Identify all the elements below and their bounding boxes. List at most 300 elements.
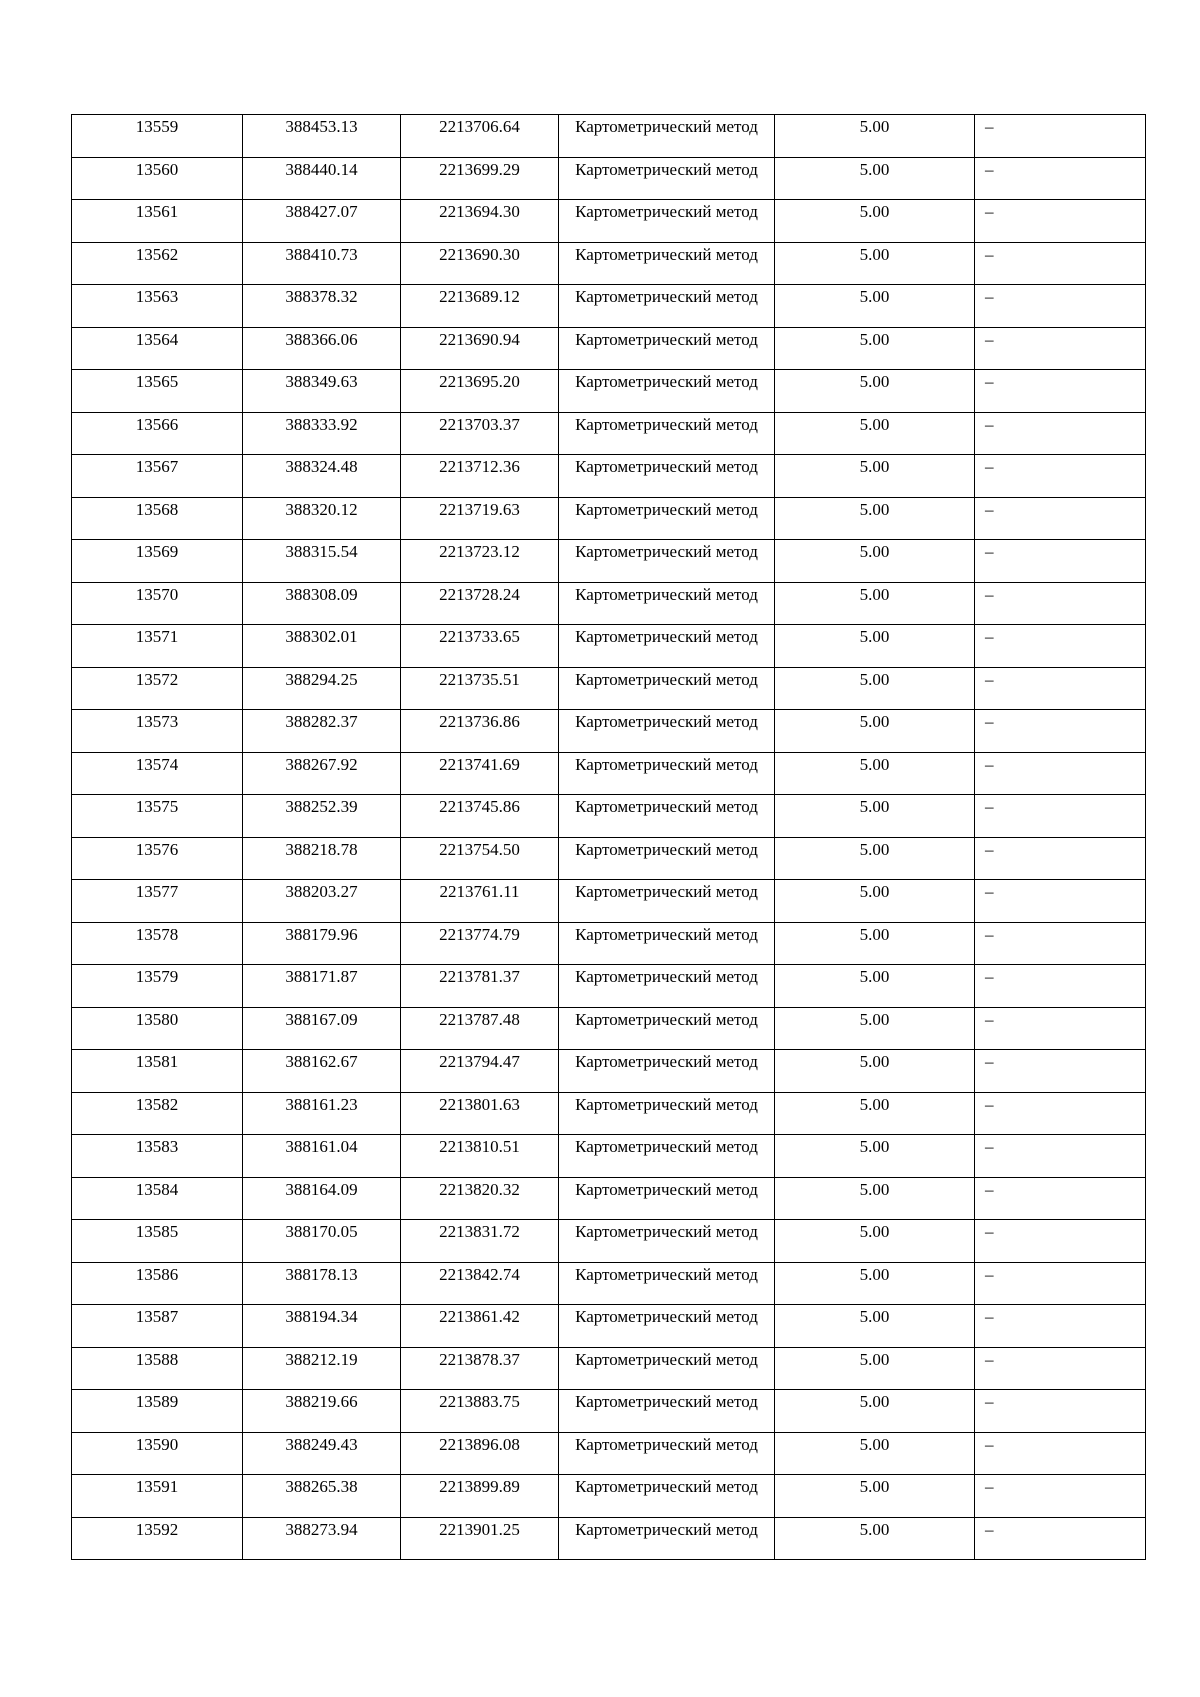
note-cell-text: – (985, 1094, 994, 1114)
y-coordinate-cell (401, 880, 559, 923)
point-number-cell-text: 13587 (135, 1307, 179, 1326)
note-cell (975, 880, 1146, 923)
note-cell-text: – (985, 882, 994, 901)
x-coordinate-cell (243, 625, 401, 668)
x-coordinate-cell-text: 388320.12 (285, 499, 358, 519)
y-coordinate-cell (401, 1390, 559, 1433)
table-row (72, 710, 1146, 753)
y-coordinate-cell-text: 2213741.69 (439, 754, 520, 774)
accuracy-cell-text: 5.00 (859, 329, 890, 349)
method-cell (559, 455, 775, 498)
y-coordinate-cell-text: 2213736.86 (439, 712, 520, 731)
method-cell-text: Картометрический метод (575, 414, 758, 434)
x-coordinate-cell-text: 388366.06 (285, 329, 358, 349)
y-coordinate-cell (401, 1432, 559, 1475)
note-cell (975, 1262, 1146, 1305)
y-coordinate-cell-text: 2213694.30 (439, 202, 520, 221)
method-cell (559, 1262, 775, 1305)
point-number-cell-text: 13580 (135, 1009, 179, 1029)
y-coordinate-cell-text: 2213719.63 (439, 499, 520, 519)
table-row (72, 880, 1146, 923)
note-cell-text: – (985, 329, 994, 349)
y-coordinate-cell-text: 2213706.64 (439, 117, 520, 136)
method-cell-text: Картометрический метод (575, 202, 758, 221)
note-cell-text: – (985, 754, 994, 774)
table-row (72, 455, 1146, 498)
accuracy-cell-text: 5.00 (859, 924, 890, 944)
note-cell-text: – (985, 372, 994, 391)
x-coordinate-cell (243, 1050, 401, 1093)
point-number-cell (72, 625, 243, 668)
accuracy-cell (775, 582, 975, 625)
accuracy-cell-text: 5.00 (859, 1307, 890, 1326)
accuracy-cell-text: 5.00 (859, 1392, 890, 1411)
method-cell (559, 157, 775, 200)
note-cell-text: – (985, 1349, 994, 1369)
note-cell-text: – (985, 627, 994, 646)
method-cell (559, 1135, 775, 1178)
y-coordinate-cell-text: 2213901.25 (439, 1519, 520, 1539)
accuracy-cell-text: 5.00 (859, 159, 890, 179)
accuracy-cell (775, 752, 975, 795)
method-cell-text: Картометрический метод (575, 117, 758, 136)
method-cell (559, 200, 775, 243)
method-cell (559, 582, 775, 625)
x-coordinate-cell (243, 327, 401, 370)
point-number-cell (72, 710, 243, 753)
table-row (72, 370, 1146, 413)
method-cell-text: Картометрический метод (575, 754, 758, 774)
y-coordinate-cell (401, 1305, 559, 1348)
note-cell (975, 200, 1146, 243)
x-coordinate-cell-text: 388171.87 (285, 967, 358, 986)
table-row (72, 1177, 1146, 1220)
y-coordinate-cell-text: 2213690.30 (439, 244, 520, 264)
point-number-cell-text: 13559 (135, 117, 179, 136)
y-coordinate-cell (401, 795, 559, 838)
y-coordinate-cell-text: 2213831.72 (439, 1222, 520, 1241)
x-coordinate-cell (243, 1390, 401, 1433)
accuracy-cell (775, 667, 975, 710)
x-coordinate-cell (243, 540, 401, 583)
x-coordinate-cell-text: 388170.05 (285, 1222, 358, 1241)
accuracy-cell-text: 5.00 (859, 882, 890, 901)
y-coordinate-cell-text: 2213754.50 (439, 839, 520, 859)
x-coordinate-cell (243, 965, 401, 1008)
accuracy-cell (775, 710, 975, 753)
point-number-cell (72, 157, 243, 200)
y-coordinate-cell (401, 115, 559, 158)
point-number-cell-text: 13586 (135, 1264, 179, 1284)
method-cell (559, 115, 775, 158)
accuracy-cell-text: 5.00 (859, 1519, 890, 1539)
y-coordinate-cell (401, 497, 559, 540)
x-coordinate-cell (243, 455, 401, 498)
coordinates-table-body (72, 115, 1146, 1560)
table-row (72, 285, 1146, 328)
point-number-cell-text: 13573 (135, 712, 179, 731)
point-number-cell (72, 242, 243, 285)
y-coordinate-cell-text: 2213810.51 (439, 1137, 520, 1156)
x-coordinate-cell (243, 1475, 401, 1518)
x-coordinate-cell-text: 388440.14 (285, 159, 358, 179)
x-coordinate-cell-text: 388194.34 (285, 1307, 358, 1326)
accuracy-cell-text: 5.00 (859, 584, 890, 604)
table-row (72, 1220, 1146, 1263)
point-number-cell-text: 13569 (135, 542, 179, 561)
point-number-cell (72, 497, 243, 540)
table-row (72, 922, 1146, 965)
point-number-cell (72, 582, 243, 625)
y-coordinate-cell (401, 157, 559, 200)
point-number-cell-text: 13576 (135, 839, 179, 859)
point-number-cell-text: 13579 (135, 967, 179, 986)
accuracy-cell-text: 5.00 (859, 1222, 890, 1241)
method-cell-text: Картометрический метод (575, 839, 758, 859)
method-cell-text: Картометрический метод (575, 1264, 758, 1284)
x-coordinate-cell (243, 1517, 401, 1560)
point-number-cell-text: 13562 (135, 244, 179, 264)
table-row (72, 1305, 1146, 1348)
table-row (72, 1517, 1146, 1560)
accuracy-cell-text: 5.00 (859, 797, 890, 816)
y-coordinate-cell-text: 2213878.37 (439, 1349, 520, 1369)
note-cell-text: – (985, 1052, 994, 1071)
accuracy-cell-text: 5.00 (859, 457, 890, 476)
accuracy-cell-text: 5.00 (859, 627, 890, 646)
note-cell-text: – (985, 542, 994, 561)
accuracy-cell (775, 1517, 975, 1560)
method-cell-text: Картометрический метод (575, 797, 758, 816)
method-cell-text: Картометрический метод (575, 1052, 758, 1071)
table-row (72, 1390, 1146, 1433)
point-number-cell-text: 13588 (135, 1349, 179, 1369)
method-cell-text: Картометрический метод (575, 669, 758, 689)
note-cell-text: – (985, 499, 994, 519)
accuracy-cell-text: 5.00 (859, 202, 890, 221)
note-cell (975, 370, 1146, 413)
method-cell (559, 667, 775, 710)
accuracy-cell-text: 5.00 (859, 117, 890, 136)
accuracy-cell (775, 922, 975, 965)
accuracy-cell (775, 115, 975, 158)
point-number-cell (72, 667, 243, 710)
point-number-cell-text: 13574 (135, 754, 179, 774)
y-coordinate-cell (401, 837, 559, 880)
method-cell-text: Картометрический метод (575, 329, 758, 349)
point-number-cell (72, 1220, 243, 1263)
point-number-cell-text: 13567 (135, 457, 179, 476)
method-cell (559, 1220, 775, 1263)
y-coordinate-cell (401, 1135, 559, 1178)
point-number-cell (72, 1050, 243, 1093)
x-coordinate-cell (243, 285, 401, 328)
note-cell (975, 1305, 1146, 1348)
x-coordinate-cell (243, 795, 401, 838)
point-number-cell-text: 13585 (135, 1222, 179, 1241)
accuracy-cell-text: 5.00 (859, 669, 890, 689)
x-coordinate-cell-text: 388324.48 (285, 457, 358, 476)
note-cell (975, 455, 1146, 498)
note-cell (975, 412, 1146, 455)
accuracy-cell-text: 5.00 (859, 1349, 890, 1369)
point-number-cell (72, 1262, 243, 1305)
x-coordinate-cell-text: 388178.13 (285, 1264, 358, 1284)
accuracy-cell-text: 5.00 (859, 1052, 890, 1071)
y-coordinate-cell-text: 2213781.37 (439, 967, 520, 986)
point-number-cell (72, 370, 243, 413)
x-coordinate-cell-text: 388282.37 (285, 712, 358, 731)
coordinates-table (71, 114, 1146, 1560)
accuracy-cell-text: 5.00 (859, 754, 890, 774)
note-cell-text: – (985, 1519, 994, 1539)
y-coordinate-cell (401, 370, 559, 413)
accuracy-cell-text: 5.00 (859, 967, 890, 986)
x-coordinate-cell-text: 388252.39 (285, 797, 358, 816)
y-coordinate-cell-text: 2213842.74 (439, 1264, 520, 1284)
x-coordinate-cell-text: 388161.23 (285, 1094, 358, 1114)
table-row (72, 157, 1146, 200)
note-cell-text: – (985, 1434, 994, 1454)
x-coordinate-cell (243, 1220, 401, 1263)
method-cell-text: Картометрический метод (575, 1222, 758, 1241)
point-number-cell (72, 752, 243, 795)
accuracy-cell-text: 5.00 (859, 1264, 890, 1284)
y-coordinate-cell (401, 1050, 559, 1093)
method-cell-text: Картометрический метод (575, 1137, 758, 1156)
point-number-cell (72, 922, 243, 965)
note-cell-text: – (985, 287, 994, 306)
x-coordinate-cell (243, 667, 401, 710)
note-cell-text: – (985, 1307, 994, 1326)
point-number-cell (72, 455, 243, 498)
note-cell (975, 1220, 1146, 1263)
point-number-cell (72, 1092, 243, 1135)
note-cell-text: – (985, 1009, 994, 1029)
table-row (72, 1050, 1146, 1093)
accuracy-cell (775, 540, 975, 583)
y-coordinate-cell-text: 2213761.11 (439, 882, 520, 901)
accuracy-cell-text: 5.00 (859, 244, 890, 264)
x-coordinate-cell (243, 115, 401, 158)
y-coordinate-cell (401, 625, 559, 668)
point-number-cell-text: 13560 (135, 159, 179, 179)
accuracy-cell-text: 5.00 (859, 372, 890, 391)
note-cell (975, 1092, 1146, 1135)
note-cell (975, 540, 1146, 583)
method-cell (559, 1050, 775, 1093)
accuracy-cell (775, 370, 975, 413)
point-number-cell (72, 1475, 243, 1518)
x-coordinate-cell-text: 388179.96 (285, 924, 358, 944)
table-row (72, 965, 1146, 1008)
x-coordinate-cell-text: 388267.92 (285, 754, 358, 774)
x-coordinate-cell (243, 1305, 401, 1348)
point-number-cell (72, 1517, 243, 1560)
accuracy-cell-text: 5.00 (859, 1434, 890, 1454)
y-coordinate-cell-text: 2213861.42 (439, 1307, 520, 1326)
y-coordinate-cell (401, 922, 559, 965)
method-cell (559, 1517, 775, 1560)
note-cell (975, 710, 1146, 753)
x-coordinate-cell-text: 388162.67 (285, 1052, 358, 1071)
note-cell (975, 157, 1146, 200)
x-coordinate-cell-text: 388265.38 (285, 1477, 358, 1496)
point-number-cell (72, 1390, 243, 1433)
table-row (72, 200, 1146, 243)
accuracy-cell (775, 1050, 975, 1093)
table-row (72, 1092, 1146, 1135)
x-coordinate-cell-text: 388308.09 (285, 584, 358, 604)
note-cell-text: – (985, 1392, 994, 1411)
point-number-cell (72, 1432, 243, 1475)
accuracy-cell (775, 1220, 975, 1263)
table-row (72, 625, 1146, 668)
point-number-cell (72, 327, 243, 370)
method-cell (559, 1390, 775, 1433)
note-cell (975, 752, 1146, 795)
y-coordinate-cell (401, 412, 559, 455)
point-number-cell-text: 13566 (135, 414, 179, 434)
accuracy-cell-text: 5.00 (859, 499, 890, 519)
x-coordinate-cell-text: 388378.32 (285, 287, 358, 306)
method-cell (559, 497, 775, 540)
accuracy-cell (775, 965, 975, 1008)
accuracy-cell (775, 837, 975, 880)
note-cell-text: – (985, 1137, 994, 1156)
method-cell (559, 1177, 775, 1220)
y-coordinate-cell (401, 242, 559, 285)
method-cell (559, 1347, 775, 1390)
note-cell (975, 1177, 1146, 1220)
method-cell-text: Картометрический метод (575, 882, 758, 901)
x-coordinate-cell (243, 582, 401, 625)
note-cell (975, 582, 1146, 625)
note-cell (975, 285, 1146, 328)
method-cell-text: Картометрический метод (575, 1392, 758, 1411)
y-coordinate-cell-text: 2213787.48 (439, 1009, 520, 1029)
note-cell (975, 1517, 1146, 1560)
y-coordinate-cell-text: 2213883.75 (439, 1392, 520, 1411)
accuracy-cell (775, 1475, 975, 1518)
y-coordinate-cell (401, 200, 559, 243)
accuracy-cell-text: 5.00 (859, 1179, 890, 1199)
y-coordinate-cell-text: 2213695.20 (439, 372, 520, 391)
accuracy-cell-text: 5.00 (859, 839, 890, 859)
note-cell-text: – (985, 244, 994, 264)
accuracy-cell-text: 5.00 (859, 1009, 890, 1029)
table-row (72, 667, 1146, 710)
x-coordinate-cell-text: 388333.92 (285, 414, 358, 434)
method-cell-text: Картометрический метод (575, 1179, 758, 1199)
y-coordinate-cell-text: 2213703.37 (439, 414, 520, 434)
x-coordinate-cell (243, 242, 401, 285)
method-cell (559, 837, 775, 880)
note-cell-text: – (985, 1179, 994, 1199)
accuracy-cell (775, 412, 975, 455)
note-cell (975, 497, 1146, 540)
x-coordinate-cell (243, 1432, 401, 1475)
table-row (72, 115, 1146, 158)
accuracy-cell-text: 5.00 (859, 287, 890, 306)
method-cell (559, 327, 775, 370)
point-number-cell-text: 13572 (135, 669, 179, 689)
method-cell (559, 1092, 775, 1135)
y-coordinate-cell-text: 2213899.89 (439, 1477, 520, 1496)
method-cell-text: Картометрический метод (575, 159, 758, 179)
method-cell-text: Картометрический метод (575, 1434, 758, 1454)
accuracy-cell (775, 1347, 975, 1390)
point-number-cell (72, 540, 243, 583)
note-cell (975, 1475, 1146, 1518)
method-cell-text: Картометрический метод (575, 542, 758, 561)
method-cell-text: Картометрический метод (575, 244, 758, 264)
x-coordinate-cell (243, 710, 401, 753)
note-cell (975, 1007, 1146, 1050)
y-coordinate-cell (401, 1220, 559, 1263)
point-number-cell (72, 1347, 243, 1390)
y-coordinate-cell-text: 2213733.65 (439, 627, 520, 646)
y-coordinate-cell-text: 2213690.94 (439, 329, 520, 349)
point-number-cell (72, 965, 243, 1008)
x-coordinate-cell-text: 388349.63 (285, 372, 358, 391)
note-cell (975, 1135, 1146, 1178)
x-coordinate-cell-text: 388302.01 (285, 627, 358, 646)
point-number-cell (72, 412, 243, 455)
x-coordinate-cell-text: 388164.09 (285, 1179, 358, 1199)
point-number-cell-text: 13584 (135, 1179, 179, 1199)
y-coordinate-cell (401, 327, 559, 370)
note-cell (975, 837, 1146, 880)
accuracy-cell-text: 5.00 (859, 1137, 890, 1156)
y-coordinate-cell-text: 2213774.79 (439, 924, 520, 944)
point-number-cell (72, 795, 243, 838)
note-cell-text: – (985, 584, 994, 604)
accuracy-cell (775, 1177, 975, 1220)
x-coordinate-cell (243, 497, 401, 540)
method-cell (559, 1475, 775, 1518)
point-number-cell-text: 13590 (135, 1434, 179, 1454)
note-cell-text: – (985, 202, 994, 221)
table-row (72, 412, 1146, 455)
y-coordinate-cell-text: 2213699.29 (439, 159, 520, 179)
y-coordinate-cell (401, 752, 559, 795)
method-cell (559, 1007, 775, 1050)
y-coordinate-cell (401, 710, 559, 753)
point-number-cell (72, 1177, 243, 1220)
x-coordinate-cell (243, 752, 401, 795)
point-number-cell-text: 13565 (135, 372, 179, 391)
y-coordinate-cell (401, 540, 559, 583)
note-cell (975, 1390, 1146, 1433)
accuracy-cell (775, 242, 975, 285)
accuracy-cell (775, 1007, 975, 1050)
note-cell (975, 242, 1146, 285)
point-number-cell-text: 13592 (135, 1519, 179, 1539)
method-cell-text: Картометрический метод (575, 1477, 758, 1496)
method-cell (559, 370, 775, 413)
method-cell-text: Картометрический метод (575, 287, 758, 306)
accuracy-cell (775, 157, 975, 200)
point-number-cell (72, 285, 243, 328)
x-coordinate-cell-text: 388203.27 (285, 882, 358, 901)
x-coordinate-cell-text: 388294.25 (285, 669, 358, 689)
note-cell (975, 667, 1146, 710)
x-coordinate-cell-text: 388249.43 (285, 1434, 358, 1454)
x-coordinate-cell-text: 388427.07 (285, 202, 358, 221)
note-cell (975, 115, 1146, 158)
note-cell-text: – (985, 839, 994, 859)
